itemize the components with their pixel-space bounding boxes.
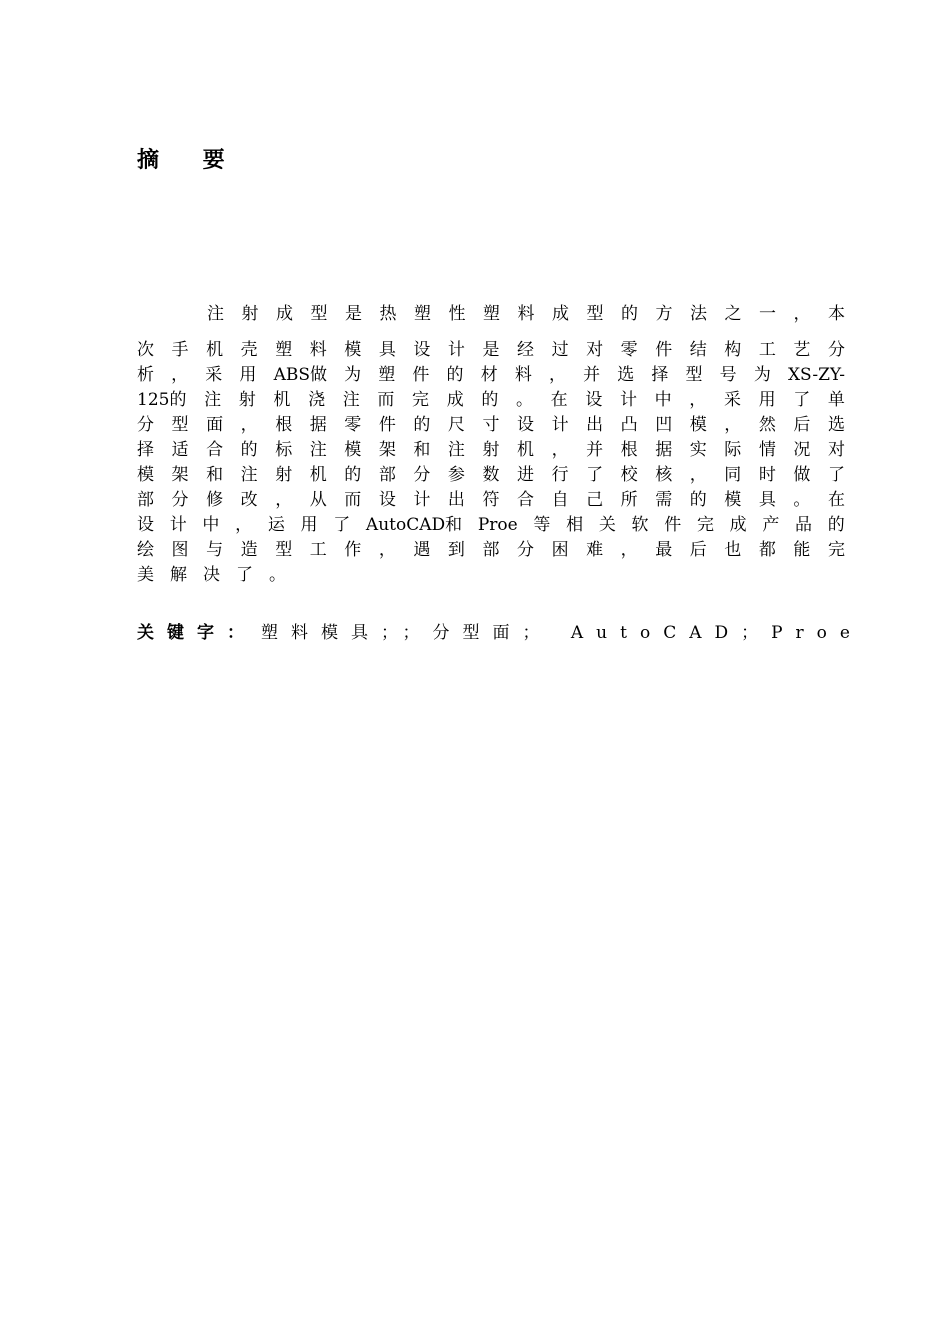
page-title: 摘 要 [137,148,243,173]
abstract-token: 核 [655,465,673,485]
keywords-label: 关键字： [137,623,257,643]
abstract-token: 件 [664,515,682,535]
abstract-token: 困 [551,540,569,560]
abstract-token: 所 [620,490,638,510]
abstract-token: 计 [619,390,637,410]
abstract-token: 构 [724,340,742,360]
abstract-token: 计 [169,515,187,535]
keywords-line [137,621,863,646]
keywords-value: 塑料模具；；分型面； AutoCAD；Proe [261,623,863,643]
abstract-token: 机 [517,440,535,460]
abstract-token: 与 [206,540,224,560]
abstract-token: 分 [413,465,431,485]
abstract-token: 分 [137,415,154,435]
abstract-token: 机 [273,390,291,410]
abstract-token: 注 [309,440,327,460]
abstract-token: 择 [137,440,154,460]
abstract-token: 了 [827,465,845,485]
abstract-token: 件 [378,415,396,435]
abstract-token: 相 [566,515,584,535]
abstract-token: 据 [309,415,327,435]
abstract-line [137,338,845,363]
abstract-token: 艺 [793,340,811,360]
abstract-token: ， [551,440,569,460]
abstract-token: 型 [171,415,189,435]
abstract-token: 尺 [447,415,465,435]
abstract-token: 绘 [137,540,154,560]
abstract-token: 修 [206,490,224,510]
abstract-token: 情 [758,440,776,460]
abstract-token: 面 [206,415,224,435]
abstract-token: 和 [206,465,224,485]
abstract-token: 和 [413,440,431,460]
abstract-token: 等 [533,515,551,535]
abstract-token: 改 [240,490,258,510]
abstract-token: 成 [729,515,747,535]
abstract-token: 零 [344,415,362,435]
abstract-token: 解 [170,565,187,585]
abstract-token: 射 [238,390,256,410]
abstract-token: 实 [689,440,707,460]
abstract-token: 后 [793,415,811,435]
abstract-token: 运 [267,515,285,535]
abstract-token: 。 [516,390,534,410]
abstract-token: 选 [617,365,635,385]
abstract-token: 根 [620,440,638,460]
abstract-line [137,413,845,438]
abstract-token: 己 [586,490,604,510]
abstract-token: 寸 [482,415,500,435]
abstract-line [137,438,845,463]
abstract-token: 完 [827,540,845,560]
abstract-token: 单 [827,390,845,410]
abstract-token: 计 [447,340,465,360]
abstract-token: 做 [793,465,811,485]
abstract-token: 的 [240,440,258,460]
abstract-token: 并 [586,440,604,460]
abstract-token: 注 [342,390,360,410]
abstract-token: ， [689,465,707,485]
abstract-token: 自 [551,490,569,510]
abstract-token: 结 [689,340,707,360]
abstract-token: ， [275,490,293,510]
abstract-token: 射 [275,465,293,485]
abstract-token: 能 [793,540,811,560]
abstract-token: AutoCAD和 [365,515,463,535]
abstract-token: 最 [655,540,673,560]
abstract-token: 而 [377,390,395,410]
abstract-token: 在 [550,390,568,410]
abstract-token: 模 [137,465,154,485]
abstract-token: 部 [482,540,500,560]
abstract-token: 。 [793,490,811,510]
abstract-token: 数 [482,465,500,485]
abstract-token: 从 [309,490,327,510]
abstract-token: 采 [205,365,223,385]
abstract-line [137,488,845,513]
abstract-token: 的 [481,390,499,410]
abstract-token: 需 [655,490,673,510]
abstract-token: 同 [724,465,742,485]
abstract-token: 而 [344,490,362,510]
abstract-token: 出 [447,490,465,510]
abstract-token: ， [689,390,707,410]
abstract-token: 难 [586,540,604,560]
abstract-token: 模 [724,490,742,510]
abstract-token: 用 [300,515,318,535]
abstract-token: 材 [480,365,498,385]
abstract-token: 对 [586,340,604,360]
abstract-token: 工 [309,540,327,560]
abstract-token: 中 [202,515,220,535]
abstract-token: Proe [477,515,518,535]
abstract-token: 型 [275,540,293,560]
abstract-token: ， [548,365,566,385]
abstract-token: ， [620,540,638,560]
abstract-line [137,388,845,413]
abstract-token: 决 [203,565,220,585]
abstract-token: 况 [793,440,811,460]
abstract-token: 部 [137,490,154,510]
abstract-token: 符 [482,490,500,510]
abstract-token: 分 [171,490,189,510]
abstract-token: 标 [275,440,293,460]
abstract-token: 造 [240,540,258,560]
abstract-token: 塑 [378,365,396,385]
abstract-token: 塑 [275,340,293,360]
abstract-token: 了 [586,465,604,485]
abstract-token: 进 [517,465,535,485]
abstract-token: 料 [514,365,532,385]
abstract-token: 具 [758,490,776,510]
abstract-token: 模 [344,440,362,460]
abstract-token: 用 [239,365,257,385]
abstract-token: 参 [447,465,465,485]
abstract-token: 过 [551,340,569,360]
abstract-token: 次 [137,340,154,360]
abstract-token: ， [240,415,258,435]
abstract-token: 用 [758,390,776,410]
abstract-token: 根 [275,415,293,435]
abstract-token: 设 [378,490,396,510]
abstract-token: 据 [655,440,673,460]
abstract-token: 美 [137,565,154,585]
abstract-token: XS-ZY- [787,365,845,385]
abstract-token: 分 [827,340,845,360]
abstract-token: 凸 [620,415,638,435]
abstract-token: 也 [724,540,742,560]
abstract-token: 模 [344,340,362,360]
abstract-token: 工 [758,340,776,360]
abstract-token: 完 [696,515,714,535]
abstract-token: 产 [762,515,780,535]
abstract-token: 零 [620,340,638,360]
abstract-token: 校 [620,465,638,485]
abstract-token: 分 [517,540,535,560]
abstract-token: 了 [333,515,351,535]
abstract-token: 浇 [308,390,326,410]
abstract-token: 后 [689,540,707,560]
abstract-token: 对 [827,440,845,460]
abstract-token: 。 [269,565,286,585]
abstract-token: 软 [631,515,649,535]
abstract-line [137,463,845,488]
abstract-token: ， [378,540,396,560]
abstract-paragraph [137,338,845,588]
abstract-token: 适 [171,440,189,460]
abstract-token: 注 [204,390,222,410]
abstract-token: 射 [482,440,500,460]
abstract-token: 经 [517,340,535,360]
abstract-token: 计 [413,490,431,510]
abstract-token: ， [235,515,253,535]
abstract-token: 的 [344,465,362,485]
abstract-token: 析 [137,365,154,385]
abstract-token: 料 [309,340,327,360]
abstract-token: 在 [827,490,845,510]
abstract-token: 125的 [137,390,187,410]
abstract-token: 注 [240,465,258,485]
abstract-token: 了 [236,565,253,585]
abstract-line [137,563,845,588]
abstract-token: 并 [583,365,601,385]
abstract-token: 型 [685,365,703,385]
abstract-token: 壳 [240,340,258,360]
abstract-token: 到 [447,540,465,560]
abstract-token: 设 [413,340,431,360]
abstract-token: 是 [482,340,500,360]
abstract-token: 作 [344,540,362,560]
abstract-token: 号 [719,365,737,385]
abstract-token: 合 [206,440,224,460]
abstract-token: 的 [827,515,845,535]
abstract-token: 凹 [655,415,673,435]
abstract-token: 行 [551,465,569,485]
abstract-token: 关 [598,515,616,535]
abstract-token: 中 [654,390,672,410]
abstract-token: 设 [585,390,603,410]
abstract-token: 具 [378,340,396,360]
abstract-token: 的 [413,415,431,435]
abstract-token: 选 [827,415,845,435]
abstract-token: 的 [689,490,707,510]
abstract-token: 架 [171,465,189,485]
abstract-token: 机 [206,340,224,360]
abstract-token: 际 [724,440,742,460]
abstract-first-line: 注射成型是热塑性塑料成型的方法之一，本 [207,304,845,324]
abstract-token: ABS做 [273,365,327,385]
abstract-token: 出 [586,415,604,435]
abstract-token: 件 [412,365,430,385]
abstract-token: 采 [723,390,741,410]
abstract-token: 的 [446,365,464,385]
abstract-token: 了 [793,390,811,410]
abstract-token: ， [171,365,189,385]
abstract-token: 部 [378,465,396,485]
abstract-token: 设 [517,415,535,435]
abstract-token: 手 [171,340,189,360]
abstract-token: 遇 [413,540,431,560]
abstract-token: 架 [378,440,396,460]
abstract-line [137,538,845,563]
abstract-token: 都 [758,540,776,560]
abstract-token: 机 [309,465,327,485]
abstract-token: ， [724,415,742,435]
abstract-token: 成 [446,390,464,410]
abstract-token: 合 [517,490,535,510]
abstract-token: 计 [551,415,569,435]
abstract-token: 注 [447,440,465,460]
abstract-token: 模 [689,415,707,435]
abstract-token: 为 [344,365,362,385]
abstract-token: 择 [651,365,669,385]
abstract-token: 为 [753,365,771,385]
abstract-token: 品 [795,515,813,535]
abstract-token: 图 [171,540,189,560]
abstract-token: 件 [655,340,673,360]
abstract-line [137,513,845,538]
abstract-line [137,363,845,388]
abstract-token: 然 [758,415,776,435]
abstract-token: 设 [137,515,154,535]
abstract-token: 完 [412,390,430,410]
abstract-token: 时 [758,465,776,485]
